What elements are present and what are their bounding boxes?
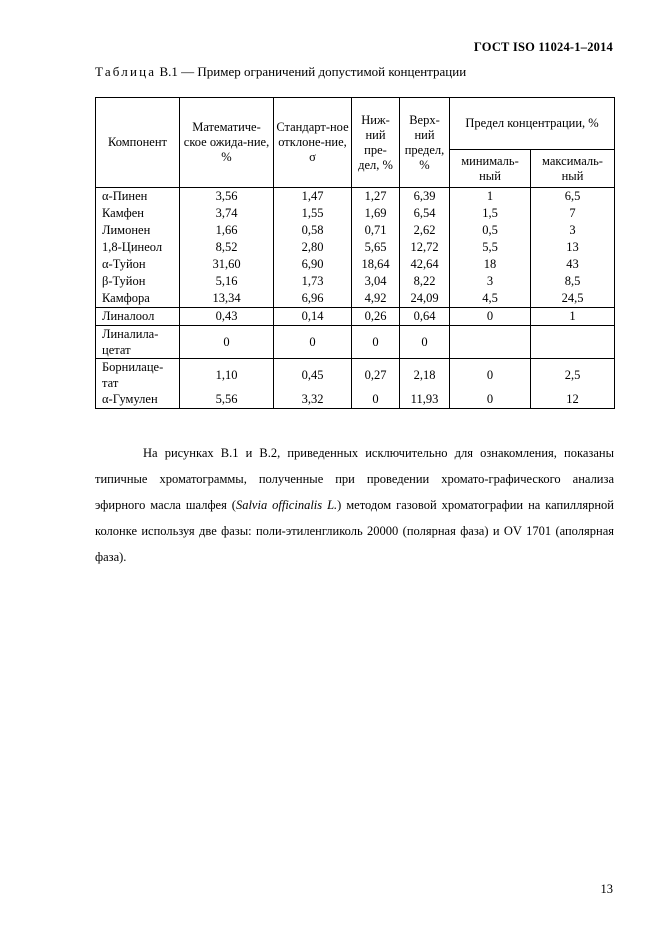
cell-name: α-Туйон [96, 256, 180, 273]
cell-upper: 24,09 [400, 290, 450, 308]
table-caption [95, 64, 466, 80]
cell-upper: 6,39 [400, 188, 450, 206]
cell-max: 43 [531, 256, 615, 273]
cell-std: 0,58 [274, 222, 352, 239]
cell-min: 18 [450, 256, 531, 273]
cell-lower: 0 [352, 326, 400, 359]
cell-mean: 8,52 [180, 239, 274, 256]
cell-min: 4,5 [450, 290, 531, 308]
cell-mean: 0 [180, 326, 274, 359]
cell-lower: 5,65 [352, 239, 400, 256]
cell-max [531, 326, 615, 359]
cell-lower: 1,27 [352, 188, 400, 206]
cell-name: Линалоол [96, 308, 180, 326]
cell-name: Линалила-цетат [96, 326, 180, 359]
header-min: минималь-ный [450, 150, 531, 188]
table-row [96, 308, 615, 326]
cell-min: 0 [450, 359, 531, 392]
cell-lower: 18,64 [352, 256, 400, 273]
cell-mean: 5,16 [180, 273, 274, 290]
cell-max: 12 [531, 391, 615, 409]
cell-std: 0 [274, 326, 352, 359]
cell-name: Камфен [96, 205, 180, 222]
cell-std: 1,47 [274, 188, 352, 206]
cell-min: 1,5 [450, 205, 531, 222]
cell-upper: 12,72 [400, 239, 450, 256]
header-lower-limit: Ниж-ний пре-дел, % [352, 98, 400, 188]
body-paragraph [95, 440, 614, 570]
cell-max: 13 [531, 239, 615, 256]
cell-name: Камфора [96, 290, 180, 308]
cell-mean: 1,66 [180, 222, 274, 239]
paragraph-text-start: На рисунках В.1 и В.2, приведенных исключительно для ознакомления, показаны типичные хроматограммы, полученные при проведении хромато-графического анализа эфирного масла шалфея ( [95, 446, 614, 512]
cell-max: 24,5 [531, 290, 615, 308]
cell-min: 1 [450, 188, 531, 206]
standard-code: ГОСТ ISO 11024-1–2014 [473, 40, 613, 54]
table-row [96, 256, 615, 273]
cell-upper: 42,64 [400, 256, 450, 273]
cell-min: 0 [450, 391, 531, 409]
table-row [96, 205, 615, 222]
cell-std: 6,96 [274, 290, 352, 308]
cell-min [450, 326, 531, 359]
cell-std: 0,14 [274, 308, 352, 326]
cell-lower: 1,69 [352, 205, 400, 222]
cell-lower: 3,04 [352, 273, 400, 290]
cell-max: 3 [531, 222, 615, 239]
table-row [96, 391, 615, 409]
cell-lower: 0 [352, 391, 400, 409]
cell-name: α-Гумулен [96, 391, 180, 409]
paragraph-text-end: ) методом газовой хроматографии на капиллярной колонке используя две фазы: поли-этиленгликоль 20000 (полярная фаза) и OV 1701 (аполярная фаза). [95, 498, 614, 564]
cell-std: 2,80 [274, 239, 352, 256]
header-upper-limit: Верх-ний предел, % [400, 98, 450, 188]
cell-max: 2,5 [531, 359, 615, 392]
cell-max: 1 [531, 308, 615, 326]
header-mean: Математиче-ское ожида-ние, % [180, 98, 274, 188]
table-row [96, 290, 615, 308]
table-body [96, 188, 615, 409]
cell-std: 1,73 [274, 273, 352, 290]
header-component: Компонент [96, 98, 180, 188]
cell-upper: 0 [400, 326, 450, 359]
cell-mean: 3,56 [180, 188, 274, 206]
cell-mean: 3,74 [180, 205, 274, 222]
cell-name: β-Туйон [96, 273, 180, 290]
cell-min: 3 [450, 273, 531, 290]
header-std-deviation: Стандарт-ное отклоне-ние, σ [274, 98, 352, 188]
table-row [96, 273, 615, 290]
cell-max: 7 [531, 205, 615, 222]
cell-lower: 0,26 [352, 308, 400, 326]
cell-mean: 1,10 [180, 359, 274, 392]
cell-name: 1,8-Цинеол [96, 239, 180, 256]
header-max: максималь-ный [531, 150, 615, 188]
table-row [96, 239, 615, 256]
cell-mean: 31,60 [180, 256, 274, 273]
cell-max: 6,5 [531, 188, 615, 206]
cell-max: 8,5 [531, 273, 615, 290]
cell-mean: 0,43 [180, 308, 274, 326]
cell-upper: 2,62 [400, 222, 450, 239]
cell-lower: 0,71 [352, 222, 400, 239]
cell-name: Лимонен [96, 222, 180, 239]
cell-name: Борнилацe-тат [96, 359, 180, 392]
table-caption-prefix: Таблица [95, 64, 157, 79]
cell-std: 0,45 [274, 359, 352, 392]
cell-min: 0,5 [450, 222, 531, 239]
cell-mean: 13,34 [180, 290, 274, 308]
table-row [96, 359, 615, 392]
cell-upper: 0,64 [400, 308, 450, 326]
cell-upper: 8,22 [400, 273, 450, 290]
cell-upper: 6,54 [400, 205, 450, 222]
cell-lower: 4,92 [352, 290, 400, 308]
table-row [96, 222, 615, 239]
cell-std: 1,55 [274, 205, 352, 222]
cell-upper: 2,18 [400, 359, 450, 392]
cell-min: 5,5 [450, 239, 531, 256]
cell-std: 6,90 [274, 256, 352, 273]
table-row [96, 188, 615, 206]
species-name: Salvia officinalis L. [235, 498, 338, 512]
cell-lower: 0,27 [352, 359, 400, 392]
table-caption-text: В.1 — Пример ограничений допустимой концентрации [156, 64, 467, 79]
cell-min: 0 [450, 308, 531, 326]
header-concentration-limit: Предел концентрации, % [450, 98, 615, 150]
cell-std: 3,32 [274, 391, 352, 409]
table-row [96, 326, 615, 359]
cell-upper: 11,93 [400, 391, 450, 409]
cell-mean: 5,56 [180, 391, 274, 409]
cell-name: α-Пинен [96, 188, 180, 206]
page-number: 13 [600, 882, 613, 896]
concentration-limits-table [95, 97, 615, 409]
